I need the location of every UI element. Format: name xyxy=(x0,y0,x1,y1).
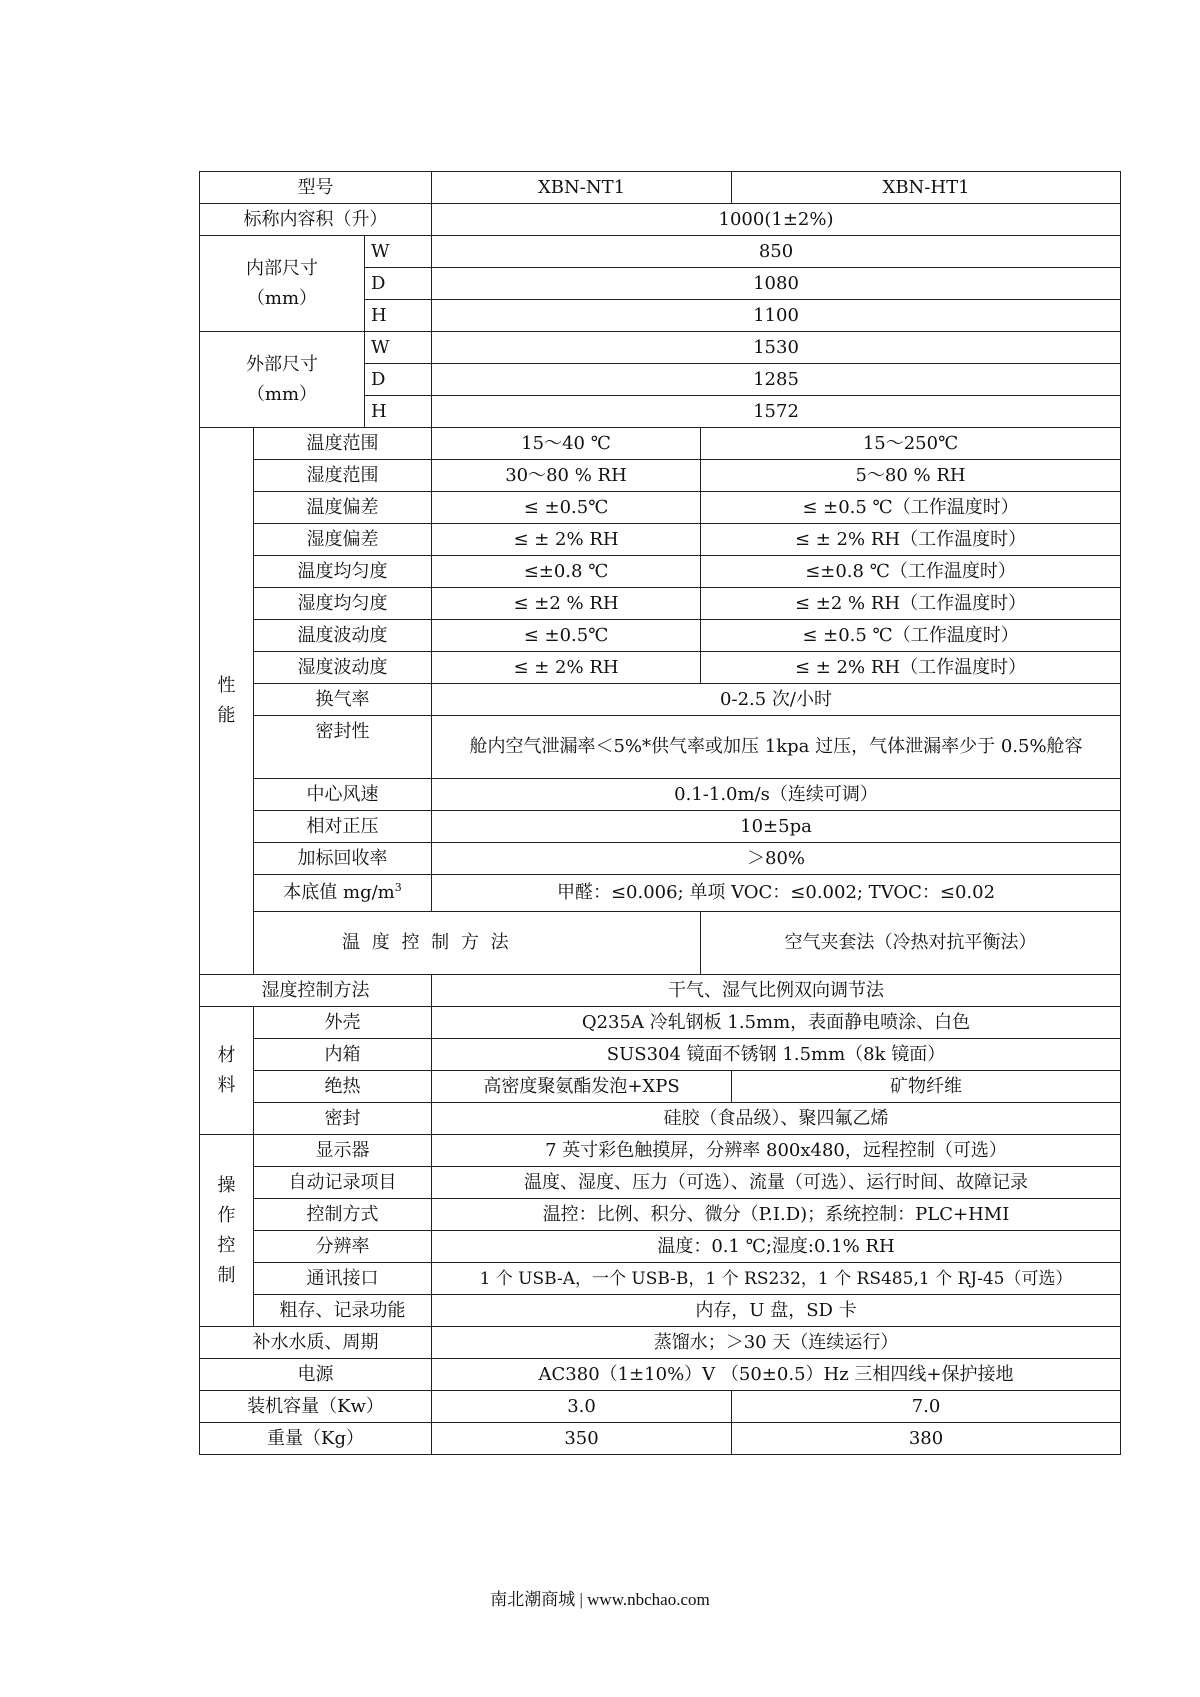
row-inner-w xyxy=(200,236,1121,268)
row-hum-uni xyxy=(200,588,1121,620)
insulation-c1: 高密度聚氨酯发泡+XPS xyxy=(432,1071,732,1103)
record-label: 自动记录项目 xyxy=(254,1167,432,1199)
temp-uni-label: 温度均匀度 xyxy=(254,556,432,588)
comm-label: 通讯接口 xyxy=(254,1263,432,1295)
background-label-text: 本底值 mg/m xyxy=(283,882,395,903)
record-value: 温度、湿度、压力（可选）、流量（可选）、运行时间、故障记录 xyxy=(432,1167,1121,1199)
temp-range-c1: 15～40 ℃ xyxy=(432,428,701,460)
mode-label: 控制方式 xyxy=(254,1199,432,1231)
outer-w-key: W xyxy=(365,332,432,364)
hum-fluc-c1: ≤ ± 2% RH xyxy=(432,652,701,684)
hum-range-c1: 30～80 % RH xyxy=(432,460,701,492)
inner-d-key: D xyxy=(365,268,432,300)
shell-value: Q235A 冷轧钢板 1.5mm，表面静电喷涂、白色 xyxy=(432,1007,1121,1039)
air-change-value: 0-2.5 次/小时 xyxy=(432,684,1121,716)
temp-fluc-label: 温度波动度 xyxy=(254,620,432,652)
row-display xyxy=(200,1135,1121,1167)
perf-group-text: 性能 xyxy=(217,675,236,726)
row-temp-ctrl xyxy=(200,912,1121,975)
hum-range-label: 湿度范围 xyxy=(254,460,432,492)
outer-d-value: 1285 xyxy=(432,364,1121,396)
temp-fluc-c1: ≤ ±0.5℃ xyxy=(432,620,701,652)
hum-ctrl-value: 干气、湿气比例双向调节法 xyxy=(432,975,1121,1007)
row-hum-dev xyxy=(200,524,1121,556)
wind-label: 中心风速 xyxy=(254,779,432,811)
hum-fluc-c2: ≤ ± 2% RH（工作温度时） xyxy=(701,652,1121,684)
water-label: 补水水质、周期 xyxy=(200,1327,432,1359)
display-label: 显示器 xyxy=(254,1135,432,1167)
weight-c2: 380 xyxy=(732,1423,1121,1455)
background-value: 甲醛：≤0.006; 单项 VOC：≤0.002; TVOC：≤0.02 xyxy=(432,875,1121,912)
temp-ctrl-label xyxy=(254,912,701,975)
temp-ctrl-label-text: 温 度 控 制 方 法 xyxy=(342,932,512,953)
row-capacity xyxy=(200,1391,1121,1423)
temp-fluc-c2: ≤ ±0.5 ℃（工作温度时） xyxy=(701,620,1121,652)
temp-dev-c1: ≤ ±0.5℃ xyxy=(432,492,701,524)
insulation-c2: 矿物纤维 xyxy=(732,1071,1121,1103)
inner-dim-unit: （mm） xyxy=(246,287,318,309)
inner-w-value: 850 xyxy=(432,236,1121,268)
row-wind xyxy=(200,779,1121,811)
page-footer: 南北潮商城 | www.nbchao.com xyxy=(490,1590,710,1609)
outer-h-value: 1572 xyxy=(432,396,1121,428)
seal-label: 密封性 xyxy=(254,716,432,779)
temp-range-c2: 15～250℃ xyxy=(701,428,1121,460)
pressure-label: 相对正压 xyxy=(254,811,432,843)
outer-h-key: H xyxy=(365,396,432,428)
temp-uni-c1: ≤±0.8 ℃ xyxy=(432,556,701,588)
temp-ctrl-value: 空气夹套法（冷热对抗平衡法） xyxy=(701,912,1121,975)
inner-w-key: W xyxy=(365,236,432,268)
storage-label: 粗存、记录功能 xyxy=(254,1295,432,1327)
row-temp-range xyxy=(200,428,1121,460)
resolution-value: 温度：0.1 ℃;湿度:0.1% RH xyxy=(432,1231,1121,1263)
row-insulation xyxy=(200,1071,1121,1103)
insulation-label: 绝热 xyxy=(254,1071,432,1103)
spec-table xyxy=(199,171,1121,1455)
row-air-change xyxy=(200,684,1121,716)
inner-h-key: H xyxy=(365,300,432,332)
temp-uni-c2: ≤±0.8 ℃（工作温度时） xyxy=(701,556,1121,588)
perf-group-label xyxy=(200,428,254,975)
wind-value: 0.1-1.0m/s（连续可调） xyxy=(432,779,1121,811)
outer-dim-label xyxy=(200,332,365,428)
display-value: 7 英寸彩色触摸屏，分辨率 800x480，远程控制（可选） xyxy=(432,1135,1121,1167)
hum-dev-c1: ≤ ± 2% RH xyxy=(432,524,701,556)
comm-value: 1 个 USB-A，一个 USB-B，1 个 RS232，1 个 RS485,1 个 RJ-45（可选） xyxy=(432,1263,1121,1295)
row-pressure xyxy=(200,811,1121,843)
row-hum-ctrl xyxy=(200,975,1121,1007)
hum-uni-c1: ≤ ±2 % RH xyxy=(432,588,701,620)
material-group-text: 材料 xyxy=(217,1044,236,1096)
hum-uni-label: 湿度均匀度 xyxy=(254,588,432,620)
row-hum-fluc xyxy=(200,652,1121,684)
row-mode xyxy=(200,1199,1121,1231)
water-value: 蒸馏水；＞30 天（连续运行） xyxy=(432,1327,1121,1359)
row-sealing xyxy=(200,1103,1121,1135)
model-c1: XBN-NT1 xyxy=(432,172,732,204)
row-resolution xyxy=(200,1231,1121,1263)
inner-dim-label xyxy=(200,236,365,332)
model-label: 型号 xyxy=(200,172,432,204)
volume-value: 1000(1±2%) xyxy=(432,204,1121,236)
inner-h-value: 1100 xyxy=(432,300,1121,332)
row-background xyxy=(200,875,1121,912)
row-temp-fluc xyxy=(200,620,1121,652)
outer-dim-unit: （mm） xyxy=(246,383,318,405)
row-inner-box xyxy=(200,1039,1121,1071)
inner-box-value: SUS304 镜面不锈钢 1.5mm（8k 镜面） xyxy=(432,1039,1121,1071)
storage-value: 内存，U 盘，SD 卡 xyxy=(432,1295,1121,1327)
temp-range-label: 温度范围 xyxy=(254,428,432,460)
resolution-label: 分辨率 xyxy=(254,1231,432,1263)
mode-value: 温控：比例、积分、微分（P.I.D)；系统控制：PLC+HMI xyxy=(432,1199,1121,1231)
volume-label: 标称内容积（升） xyxy=(200,204,432,236)
power-value: AC380（1±10%）V （50±0.5）Hz 三相四线+保护接地 xyxy=(432,1359,1121,1391)
hum-fluc-label: 湿度波动度 xyxy=(254,652,432,684)
outer-dim-title: 外部尺寸 xyxy=(246,353,318,375)
capacity-c1: 3.0 xyxy=(432,1391,732,1423)
hum-ctrl-label: 湿度控制方法 xyxy=(200,975,432,1007)
hum-range-c2: 5～80 % RH xyxy=(701,460,1121,492)
inner-d-value: 1080 xyxy=(432,268,1121,300)
control-group-text: 操作控制 xyxy=(217,1174,236,1286)
hum-dev-label: 湿度偏差 xyxy=(254,524,432,556)
recovery-label: 加标回收率 xyxy=(254,843,432,875)
background-label xyxy=(254,875,432,912)
row-record xyxy=(200,1167,1121,1199)
weight-c1: 350 xyxy=(432,1423,732,1455)
outer-w-value: 1530 xyxy=(432,332,1121,364)
seal-value: 舱内空气泄漏率＜5%*供气率或加压 1kpa 过压，气体泄漏率少于 0.5%舱容 xyxy=(432,716,1121,779)
row-temp-uni xyxy=(200,556,1121,588)
control-group-label xyxy=(200,1135,254,1327)
row-seal xyxy=(200,716,1121,779)
background-label-sup: 3 xyxy=(394,881,402,894)
outer-d-key: D xyxy=(365,364,432,396)
temp-dev-c2: ≤ ±0.5 ℃（工作温度时） xyxy=(701,492,1121,524)
sealing-value: 硅胶（食品级）、聚四氟乙烯 xyxy=(432,1103,1121,1135)
material-group-label xyxy=(200,1007,254,1135)
inner-box-label: 内箱 xyxy=(254,1039,432,1071)
row-storage xyxy=(200,1295,1121,1327)
inner-dim-title: 内部尺寸 xyxy=(246,257,318,279)
row-power xyxy=(200,1359,1121,1391)
row-water xyxy=(200,1327,1121,1359)
row-recovery xyxy=(200,843,1121,875)
row-weight xyxy=(200,1423,1121,1455)
row-comm xyxy=(200,1263,1121,1295)
row-shell xyxy=(200,1007,1121,1039)
weight-label: 重量（Kg） xyxy=(200,1423,432,1455)
row-model xyxy=(200,172,1121,204)
power-label: 电源 xyxy=(200,1359,432,1391)
temp-dev-label: 温度偏差 xyxy=(254,492,432,524)
capacity-label: 装机容量（Kw） xyxy=(200,1391,432,1423)
model-c2: XBN-HT1 xyxy=(732,172,1121,204)
row-outer-w xyxy=(200,332,1121,364)
capacity-c2: 7.0 xyxy=(732,1391,1121,1423)
row-volume xyxy=(200,204,1121,236)
recovery-value: ＞80% xyxy=(432,843,1121,875)
hum-uni-c2: ≤ ±2 % RH（工作温度时） xyxy=(701,588,1121,620)
row-hum-range xyxy=(200,460,1121,492)
row-temp-dev xyxy=(200,492,1121,524)
pressure-value: 10±5pa xyxy=(432,811,1121,843)
hum-dev-c2: ≤ ± 2% RH（工作温度时） xyxy=(701,524,1121,556)
air-change-label: 换气率 xyxy=(254,684,432,716)
sealing-label: 密封 xyxy=(254,1103,432,1135)
shell-label: 外壳 xyxy=(254,1007,432,1039)
